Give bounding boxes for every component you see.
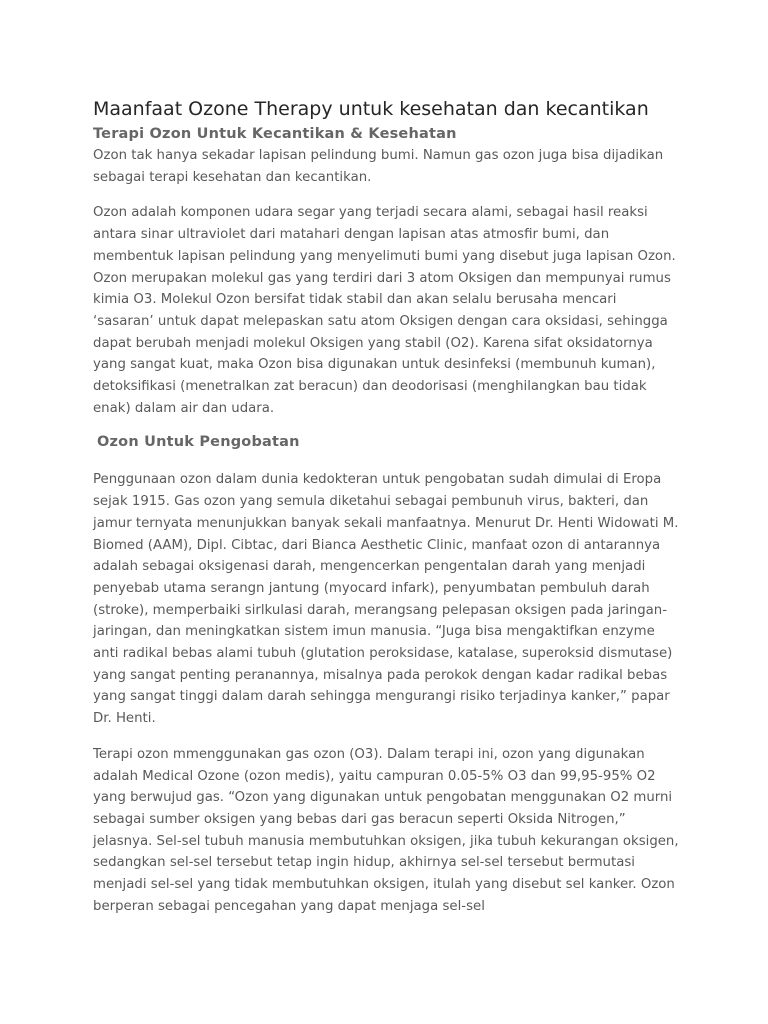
article-subtitle: Terapi Ozon Untuk Kecantikan & Kesehatan <box>93 126 457 142</box>
paragraph-ozone-therapy: Terapi ozon mmenggunakan gas ozon (O3). Dalam terapi ini, ozon yang digunakan adalah Medical Ozone (ozon medis), yaitu campuran 0.05-5% O3 dan 99,95-95% O2 yang berwujud gas. “Ozon yang digunakan untuk pengobatan menggunakan O2 murni sebagai sumber oksigen yang bebas dari gas beracun seperti Oksida Nitrogen,” jelasnya. Sel-sel tubuh manusia membutuhkan oksigen, jika tubuh kekurangan oksigen, sedangkan sel-sel tersebut tetap ingin hidup, akhirnya sel-sel tersebut bermutasi menjadi sel-sel yang tidak membutuhkan oksigen, itulah yang disebut sel kanker. Ozon berperan sebagai pencegahan yang dapat menjaga sel-sel <box>93 746 679 914</box>
paragraph-ozone-definition: Ozon adalah komponen udara segar yang terjadi secara alami, sebagai hasil reaksi antara sinar ultraviolet dari matahari dengan lapisan atas atmosfir bumi, dan membentuk lapisan pelindung yang menyelimuti bumi yang disebut juga lapisan Ozon. Ozon merupakan molekul gas yang terdiri dari 3 atom Oksigen dan mempunyai rumus kimia O3. Molekul Ozon bersifat tidak stabil dan akan selalu berusaha mencari ‘sasaran’ untuk dapat melepaskan satu atom Oksigen dengan cara oksidasi, sehingga dapat berubah menjadi molekul Oksigen yang stabil (O2). Karena sifat oksidatornya yang sangat kuat, maka Ozon bisa digunakan untuk desinfeksi (membunuh kuman), detoksifikasi (menetralkan zat beracun) dan deodorisasi (menghilangkan bau tidak enak) dalam air dan udara. <box>93 205 676 416</box>
section-heading-treatment: Ozon Untuk Pengobatan <box>97 434 300 451</box>
article-title: Maanfaat Ozone Therapy untuk kesehatan dan kecantikan <box>93 98 649 120</box>
paragraph-intro: Ozon tak hanya sekadar lapisan pelindung bumi. Namun gas ozon juga bisa dijadikan sebagai terapi kesehatan dan kecantikan. <box>93 148 664 185</box>
paragraph-medical-use: Penggunaan ozon dalam dunia kedokteran untuk pengobatan sudah dimulai di Eropa sejak 1915. Gas ozon yang semula diketahui sebagai pembunuh virus, bakteri, dan jamur ternyata menunjukkan banyak sekali manfaatnya. Menurut Dr. Henti Widowati M. Biomed (AAM), Dipl. Cibtac, dari Bianca Aesthetic Clinic, manfaat ozon di antarannya adalah sebagai oksigenasi darah, mengencerkan pengentalan darah yang menjadi penyebab utama serangn jantung (myocard infark), penyumbatan pembuluh darah (stroke), memperbaiki sirlkulasi darah, merangsang pelepasan oksigen pada jaringan-jaringan, dan meningkatkan sistem imun manusia. “Juga bisa mengaktifkan enzyme anti radikal bebas alami tubuh (glutation peroksidase, katalase, superoksid dismutase) yang sangat penting peranannya, misalnya pada perokok dengan kadar radikal bebas yang sangat tinggi dalam darah sehingga mengurangi risiko terjadinya kanker,” papar Dr. Henti. <box>93 472 679 727</box>
article-body <box>93 96 679 918</box>
